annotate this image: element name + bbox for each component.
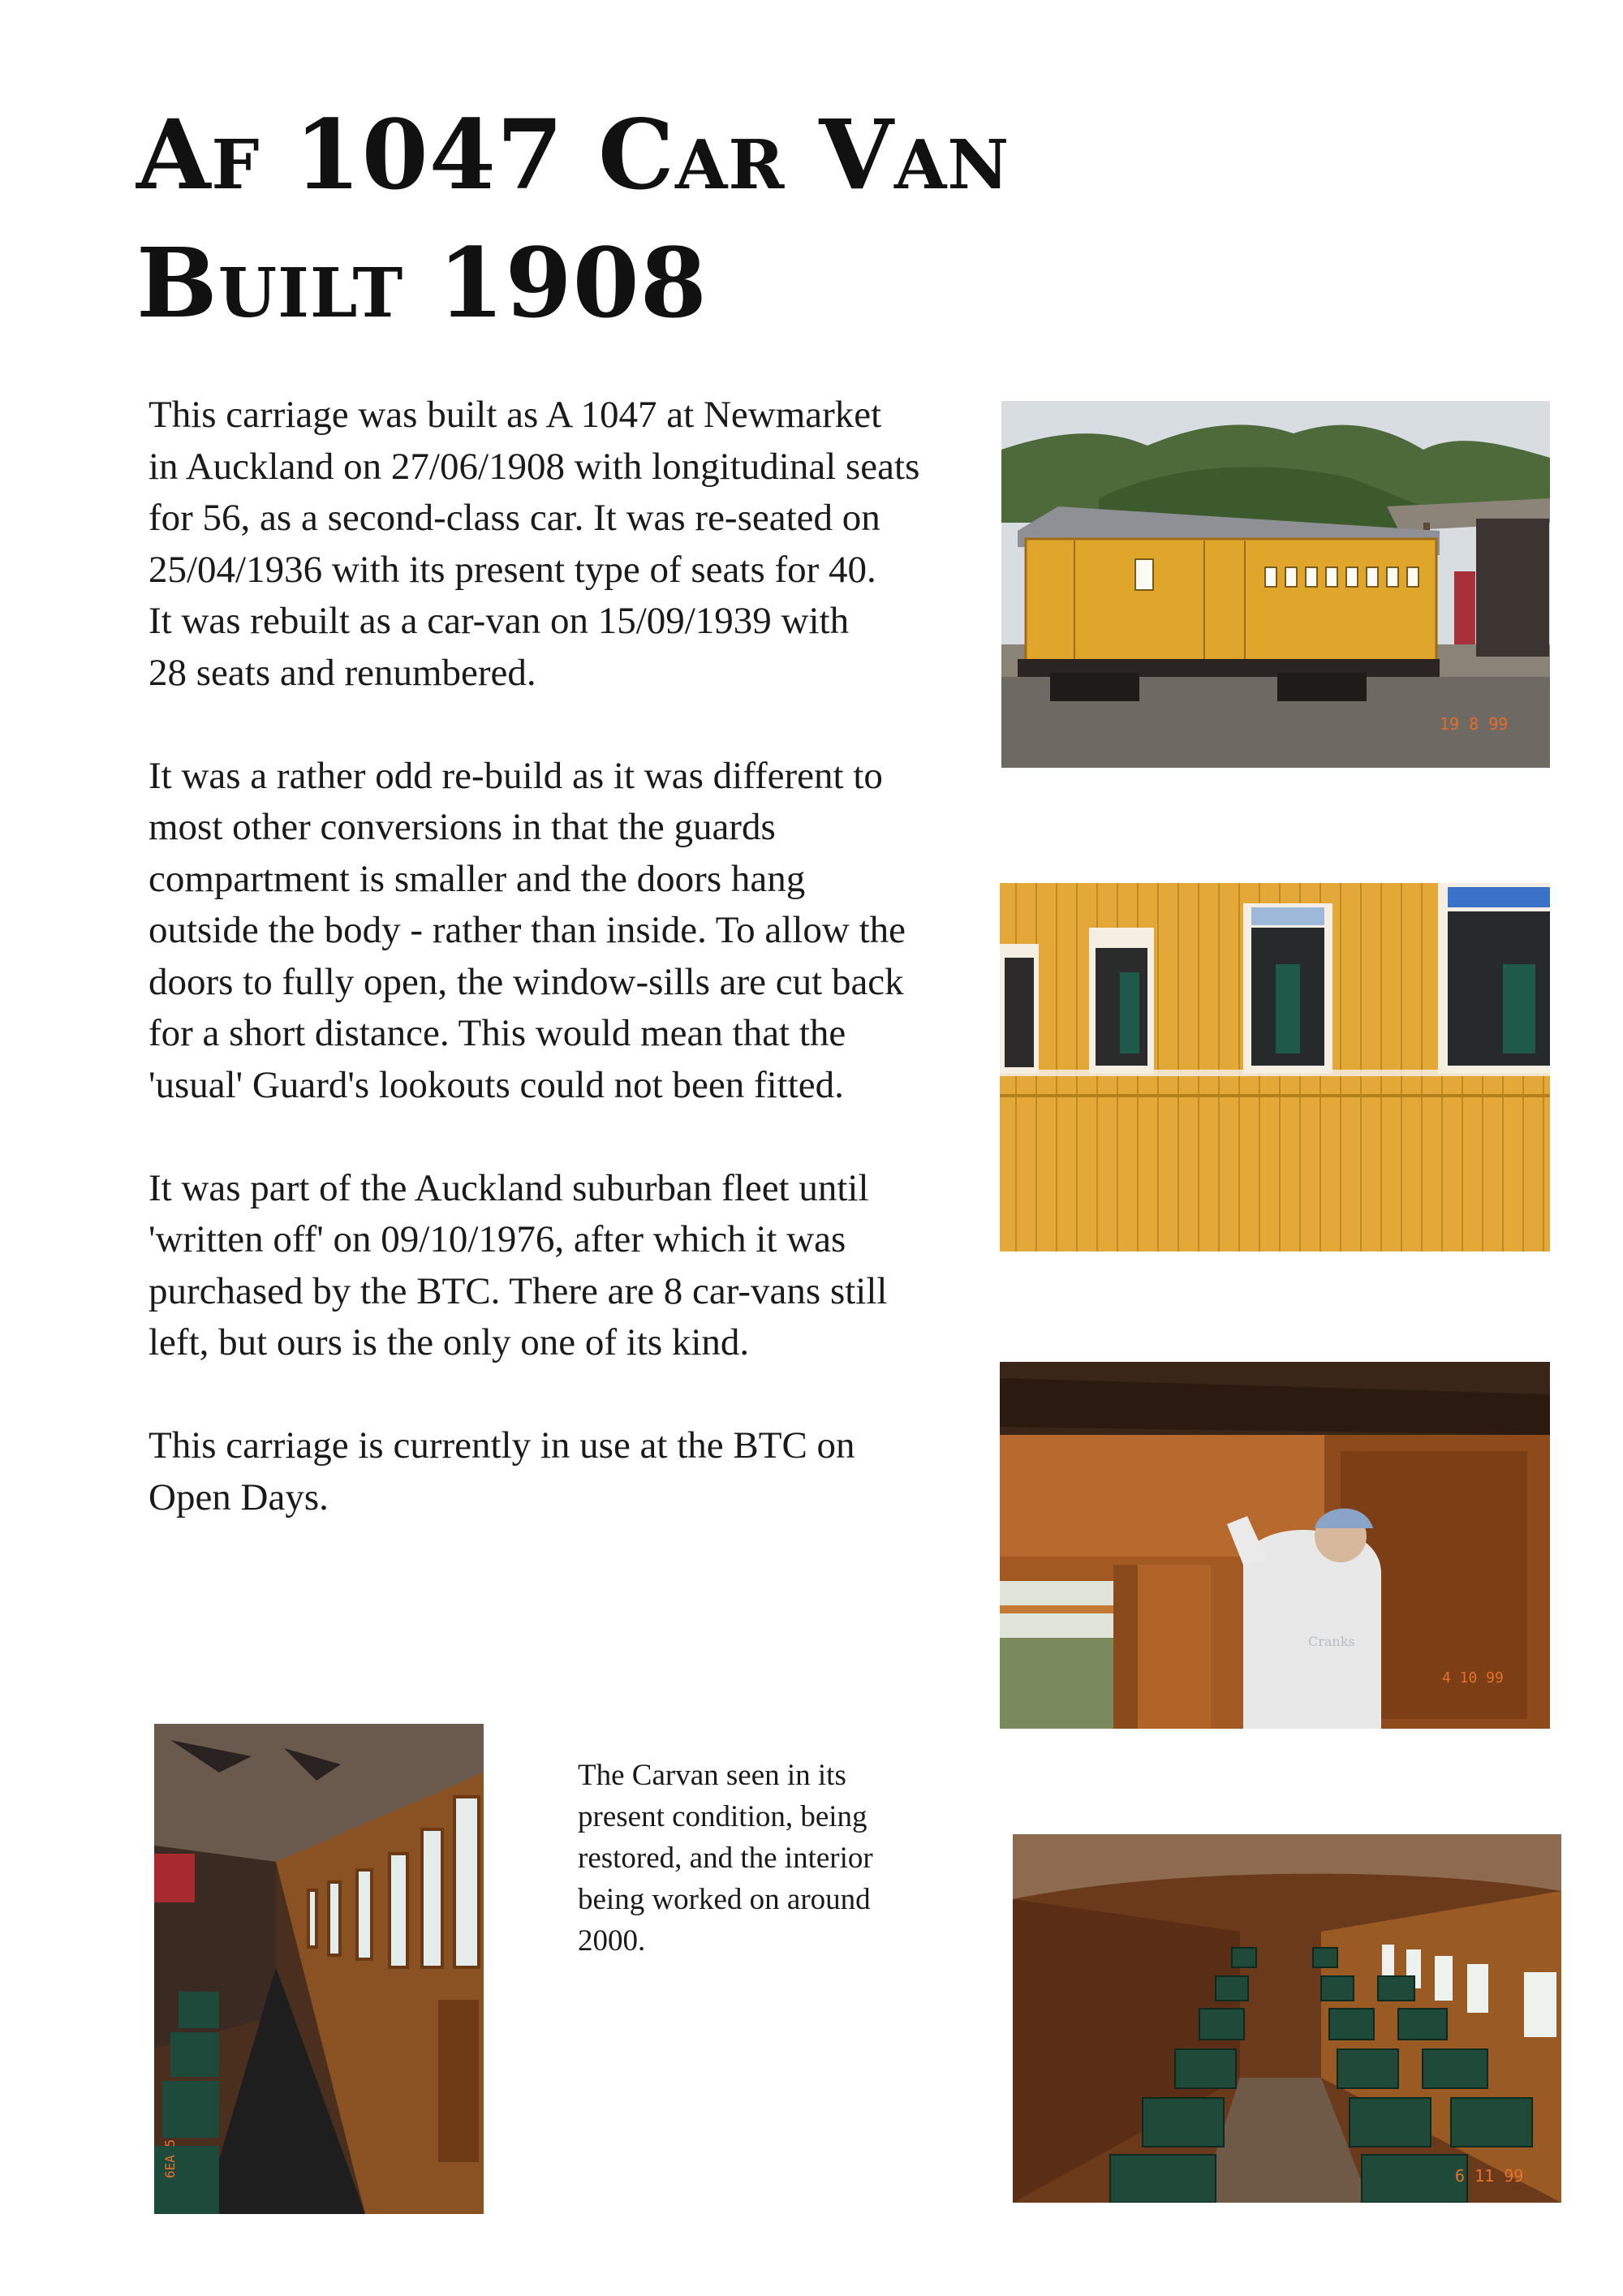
photo-caption: The Carvan seen in its present condition, being restored, and the interior being worked on around 2000. bbox=[578, 1759, 873, 1958]
paragraph-rebuild: It was a rather odd re-build as it was different to most other conversions in that the guards compartment is smaller and the doors hang outside the body - rather than inside. To allow the doors to fully open, the window-sills are cut back for a short distance. This would mean that the 'usual' Guard's lookouts could not been fitted. bbox=[149, 754, 906, 1106]
photo-carriage-windows bbox=[1000, 883, 1550, 1251]
svg-text:Cranks: Cranks bbox=[1308, 1634, 1355, 1649]
svg-text:4 10 99: 4 10 99 bbox=[1442, 1669, 1504, 1686]
page-title bbox=[136, 91, 1110, 347]
title-line-1: Af 1047 Car Van bbox=[136, 98, 1010, 211]
svg-text:19 8 99: 19 8 99 bbox=[1440, 714, 1509, 734]
photo-carriage-exterior bbox=[1001, 401, 1550, 768]
photo-interior-seats bbox=[1013, 1834, 1561, 2203]
svg-text:6 11 99: 6 11 99 bbox=[1455, 2166, 1524, 2186]
paragraph-current-use: This carriage is currently in use at the BTC on Open Days. bbox=[149, 1424, 855, 1518]
body-text bbox=[149, 390, 1009, 1575]
paragraph-fleet: It was part of the Auckland suburban fleet until 'written off' on 09/10/1976, after which it was purchased by the BTC. There are 8 car-vans still left, but ours is the only one of its kind. bbox=[149, 1166, 888, 1363]
paragraph-history: This carriage was built as A 1047 at Newmarket in Auckland on 27/06/1908 with longitudinal seats for 56, as a second-class car. It was re-seated on 25/04/1936 with its present type of seats for 40. It was rebuilt as a car-van on 15/09/1939 with 28 seats and renumbered. bbox=[149, 394, 920, 694]
svg-text:6EA 5: 6EA 5 bbox=[162, 2139, 178, 2178]
photo-interior-aisle bbox=[154, 1724, 484, 2214]
photo-restoration-work bbox=[1000, 1362, 1550, 1729]
title-line-2: Built 1908 bbox=[136, 226, 708, 339]
